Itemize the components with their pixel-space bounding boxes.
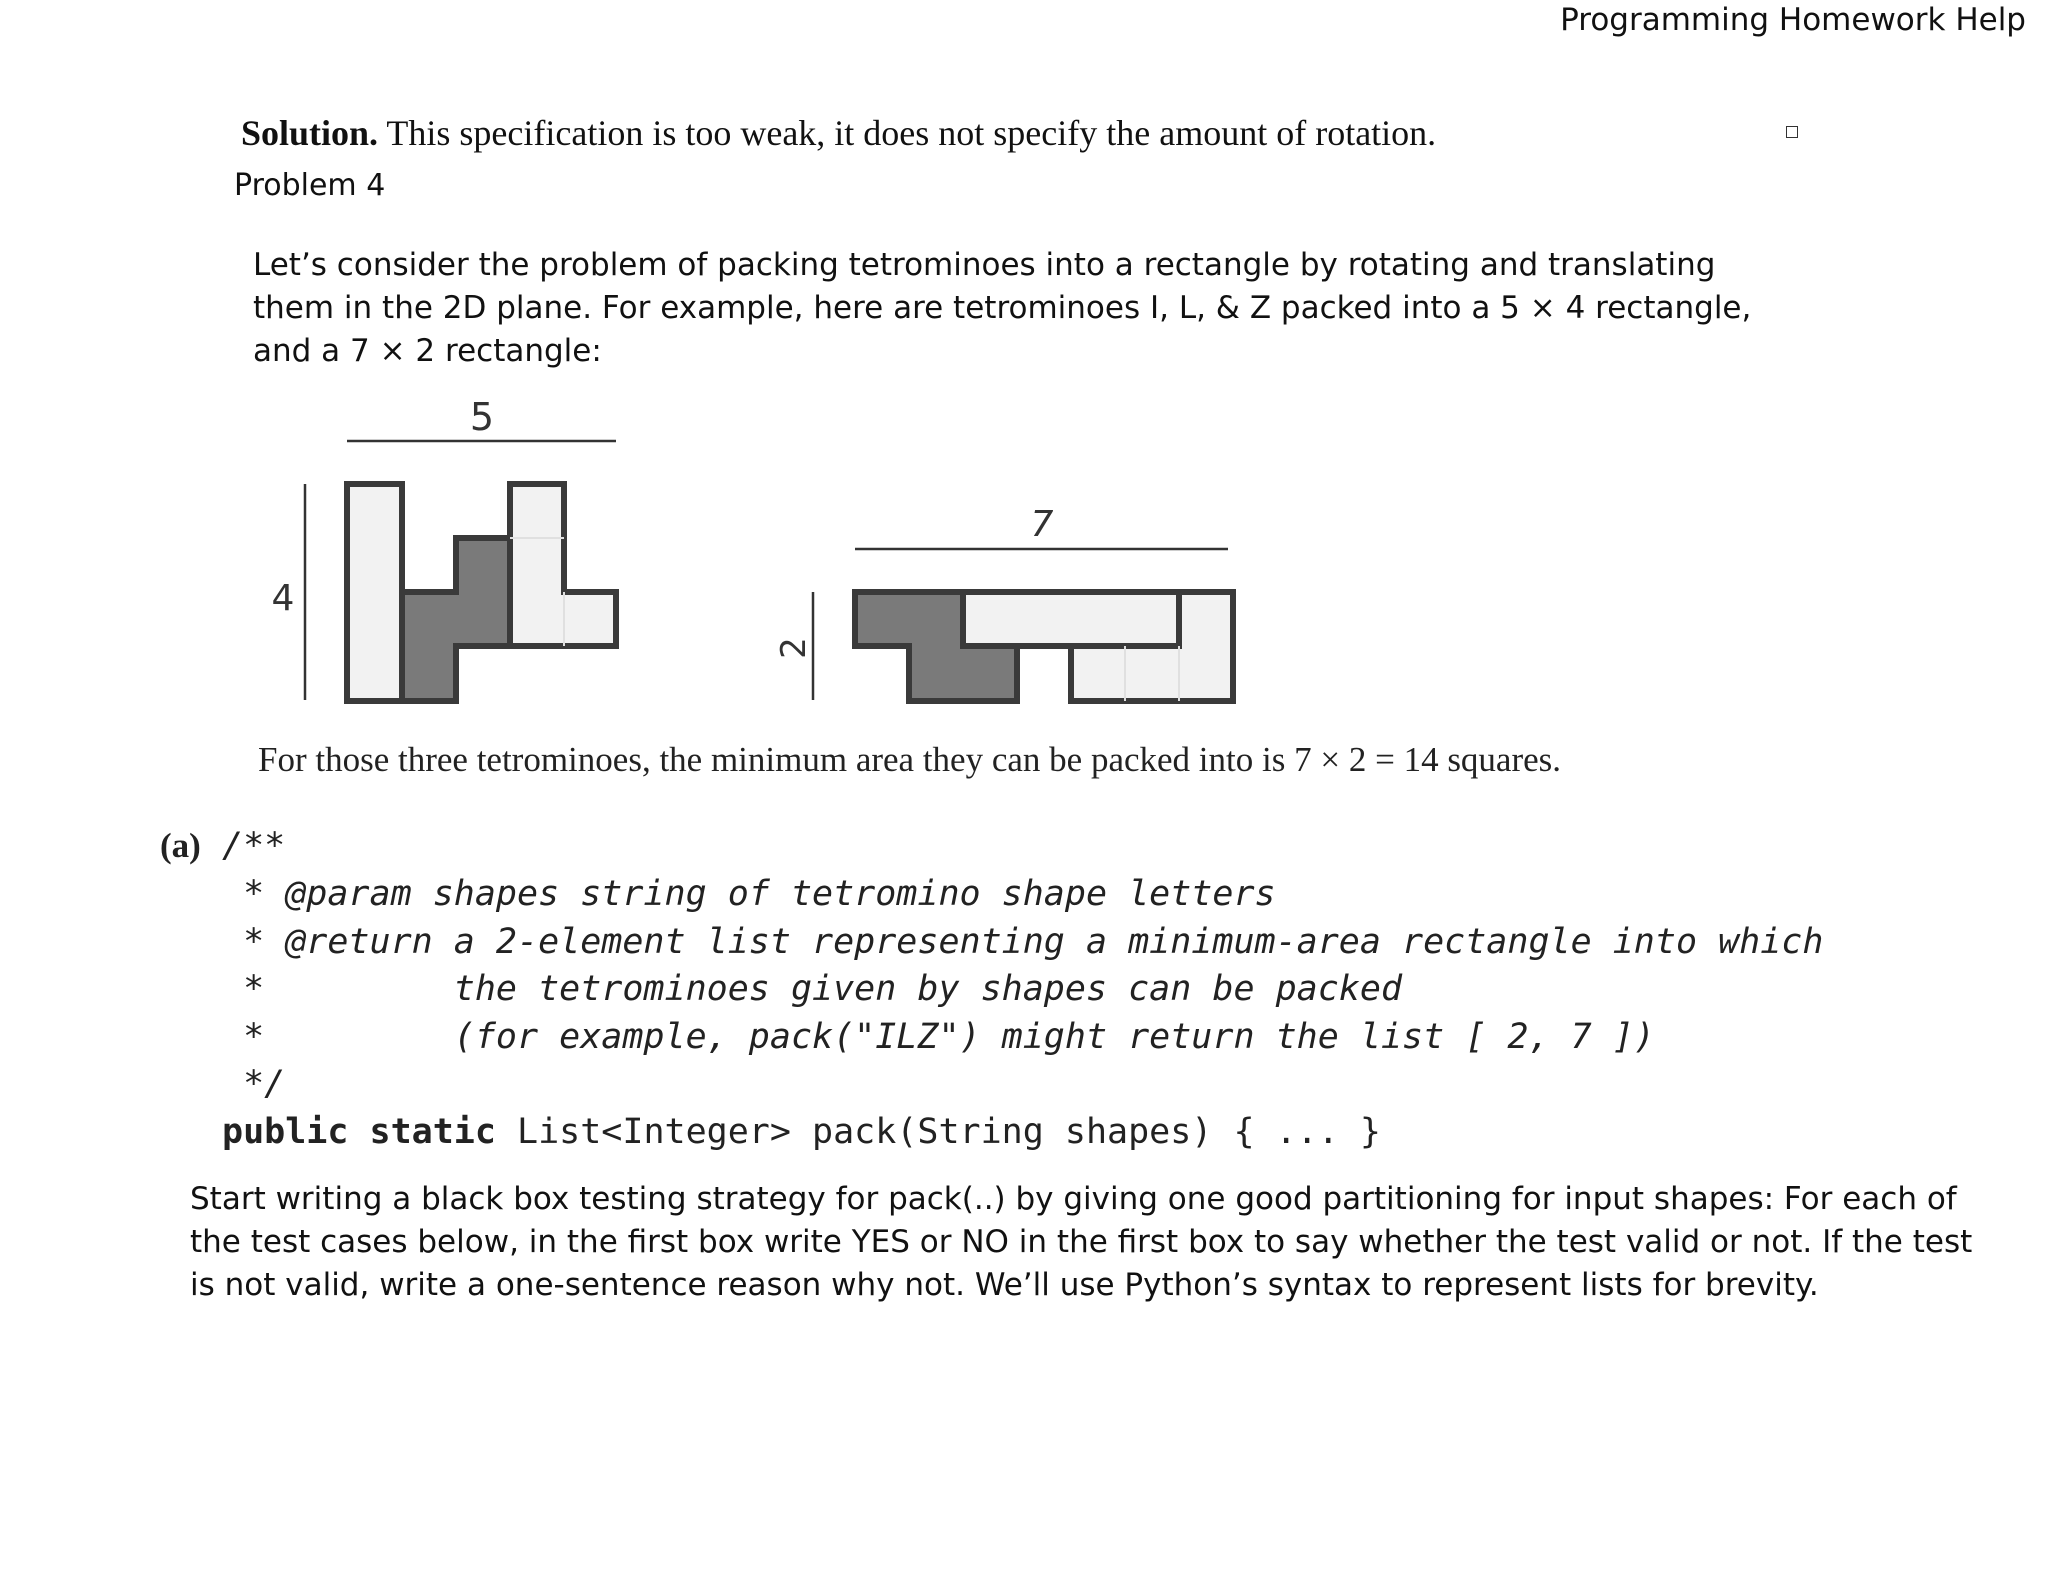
tetromino-z-piece: [402, 538, 510, 701]
signature-rest: List<Integer> pack(String shapes) { ... }: [495, 1112, 1381, 1152]
solution-label: Solution.: [241, 113, 379, 153]
task-line: is not valid, write a one-sentence reason why not. We’ll use Python’s syntax to represent lists for brevity.: [190, 1267, 1819, 1303]
method-signature: [222, 1112, 1381, 1152]
figure-caption: For those three tetrominoes, the minimum area they can be packed into is 7 × 2 = 14 squares.: [258, 740, 1562, 779]
intro-line: and a 7 × 2 rectangle:: [253, 333, 602, 369]
page-header: Programming Homework Help: [1560, 2, 2026, 38]
height-label-4: 4: [271, 578, 295, 619]
task-paragraph: [190, 1178, 1973, 1307]
code-line: * (for example, pack("ILZ") might return the list [ 2, 7 ]): [222, 1017, 1655, 1057]
code-line: * @param shapes string of tetromino shape letters: [222, 874, 1276, 914]
width-label-5: 5: [469, 395, 495, 439]
code-line: * the tetrominoes given by shapes can be packed: [222, 969, 1403, 1009]
task-line: Start writing a black box testing strategy for pack(..) by giving one good partitioning for input shapes: For each of: [190, 1181, 1957, 1217]
part-a-label: (a): [160, 826, 201, 865]
code-line: * @return a 2-element list representing a minimum-area rectangle into which: [222, 922, 1824, 962]
code-line: */: [222, 1064, 286, 1104]
solution-text: This specification is too weak, it does not specify the amount of rotation.: [378, 113, 1437, 153]
problem-title: Problem 4: [234, 168, 386, 203]
tetromino-figure: [0, 0, 2048, 720]
height-label-2: 2: [774, 637, 814, 659]
intro-line: them in the 2D plane. For example, here are tetrominoes I, L, & Z packed into a 5 × 4 rectangle,: [253, 290, 1752, 326]
width-label-7: 7: [1030, 504, 1054, 545]
tetromino-i-piece-horizontal: [963, 592, 1179, 646]
signature-keyword: public static: [222, 1112, 496, 1152]
intro-line: Let’s consider the problem of packing tetrominoes into a rectangle by rotating and translating: [253, 247, 1716, 283]
code-line: /**: [222, 826, 286, 866]
tetromino-i-piece: [347, 484, 402, 701]
task-line: the test cases below, in the first box write YES or NO in the first box to say whether the test valid or not. If the test: [190, 1224, 1973, 1260]
part-label: [160, 826, 201, 866]
